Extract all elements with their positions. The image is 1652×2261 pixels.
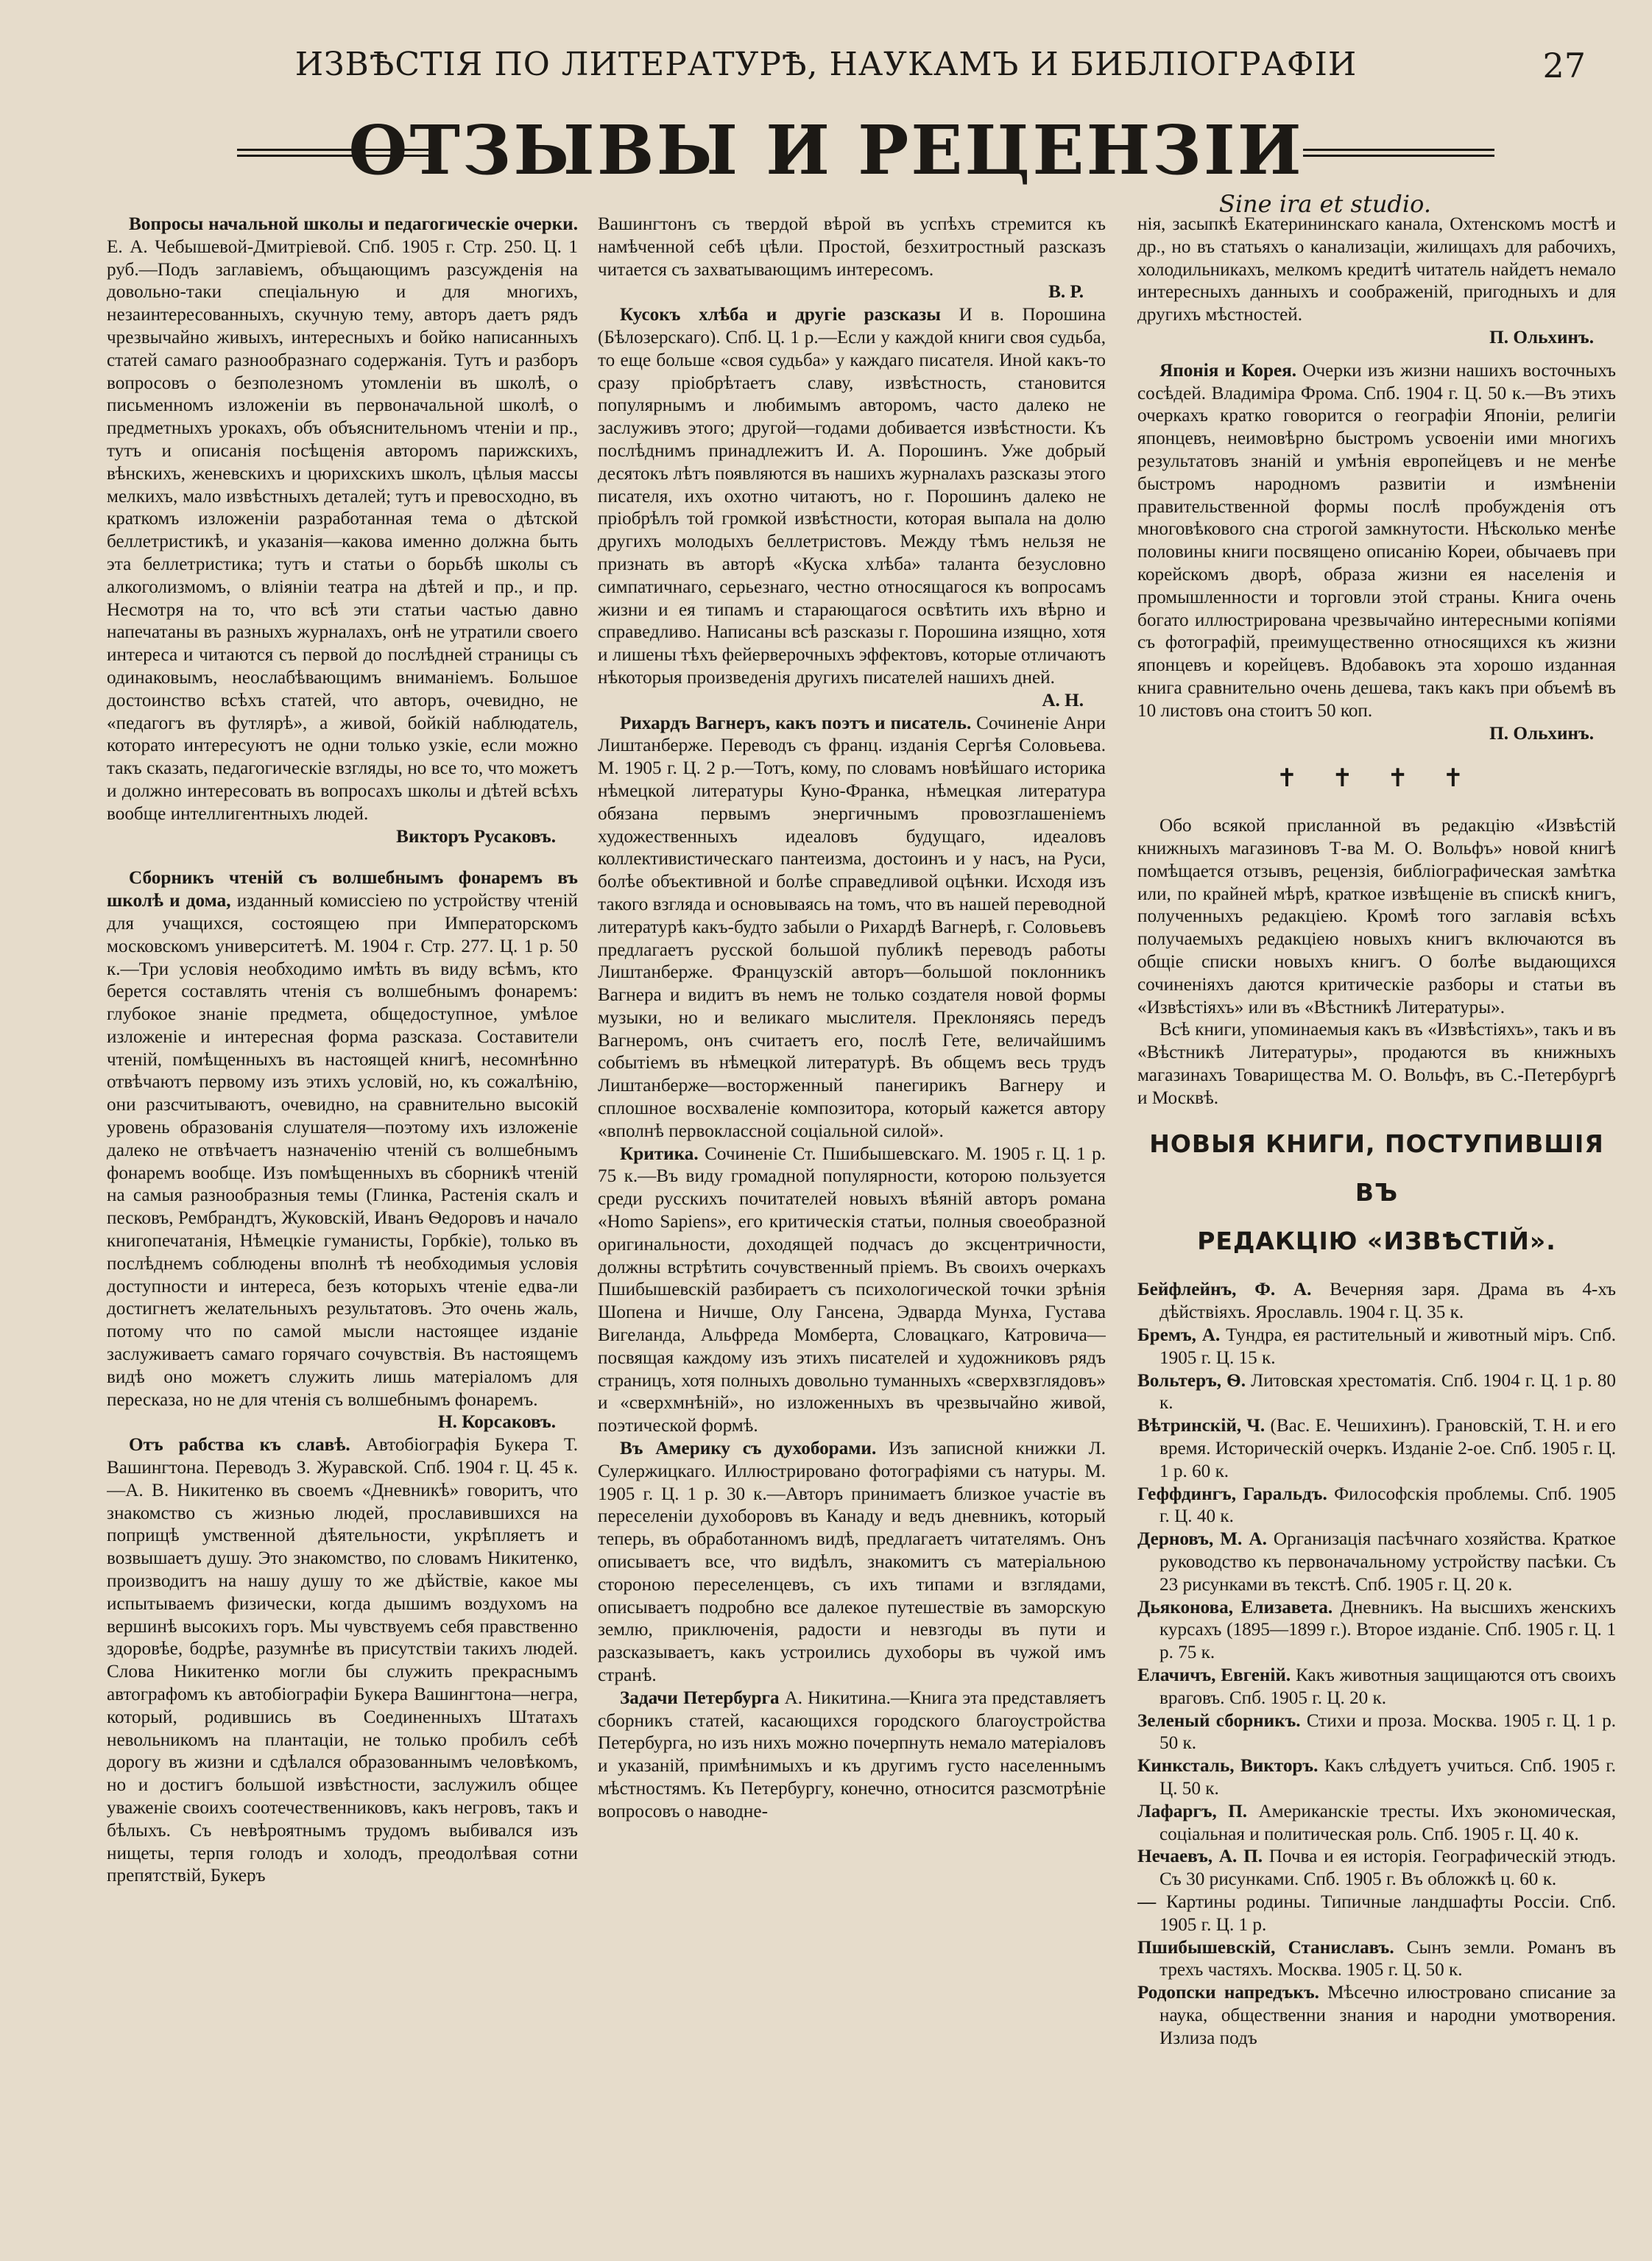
review-lead: Японія и Корея. [1159,360,1297,381]
book-details: Организація пасѣчнаго хозяйства. Краткое руководство къ первоначальному устройству пасѣки. Съ 23 рисунками въ текстѣ. Спб. 1905 г. Ц. 20 к. [1159,1529,1616,1595]
review-signature: П. Ольхинъ. [1489,723,1594,744]
editorial-notice [1137,815,1616,1110]
review-entry [598,713,1106,1143]
book-entry [1137,1755,1616,1801]
review-text: Изъ записной книжки Л. Сулержицкаго. Иллюстрировано фотографіями съ натуры. М. 1905 г. Ц. 1 р. 30 к.—Авторъ принимаетъ близкое участіе въ переселеніи духоборовъ въ Канаду и ведъ дневникъ, который теперь, въ обработанномъ видѣ, предлагаетъ читателямъ. Онъ описываетъ все, что видѣлъ, знакомитъ съ матеріальною стороною переселенцевъ, съ ихъ типами и взглядами, описываетъ подробно все далекое путешествіе въ заморскую землю, приключенія, радости и невзгоды въ пути и разсказываетъ, какъ устроились духоборы въ чужой имъ странѣ. [598,1439,1106,1685]
review-text: нія, засыпкѣ Екатерининскаго канала, Охтенскомъ мостѣ и др., но въ статьяхъ о канализаціи, жилищахъ для рабочихъ, холодильникахъ, мелкомъ кредитѣ читатель найдетъ немало интересныхъ данныхъ и соображеній, пригодныхъ и для другихъ мѣстностей. [1137,214,1616,325]
book-entry [1137,1710,1616,1756]
review-text: изданный комиссіею по устройству чтеній для учащихся, состоящею при Императорскомъ московскомъ университетѣ. М. 1904 г. Стр. 277. Ц. 1 р. 50 к.—Три условія необходимо имѣть въ виду всѣмъ, кто берется составлять чтенія съ волшебнымъ фонаремъ: глубокое знаніе предмета, общедоступное, умѣлое изложеніе и интересная форма разсказа. Составители чтеній, помѣщенныхъ въ настоящей книгѣ, несомнѣнно отвѣчаютъ первому изъ этихъ условій, но, къ сожалѣнію, они разсчитываютъ, очевидно, на сравнительно высокій уровень образованія слушателя—поэтому ихъ изложеніе далеко не отвѣчаетъ назначенію чтеній съ волшебнымъ фонаремъ вообще. Изъ помѣщенныхъ въ сборникѣ чтеній на самыя разнообразныя темы (Глинка, Растенія скалъ и песковъ, Рембрандтъ, Жуковскій, Иванъ Ѳедоровъ и начало книгопечатанія, Нѣмецкіе гуманисты, Горбкіе), только въ послѣднемъ соблюдены вполнѣ тѣ необходимыя условія доступности и интереса, безъ которыхъ чтеніе едва-ли достигнетъ желательныхъ результатовъ. Это очень жаль, потому что по самой мысли настоящее изданіе заслуживаетъ самаго горячаго сочувствія. Въ настоящемъ видѣ оно можетъ служить лишь матеріаломъ для пересказа, но не для чтенія съ волшебнымъ фонаремъ. [107,891,578,1410]
book-details: Почва и ея исторія. Географическій этюдъ. Съ 30 рисунками. Спб. 1905 г. Въ обложкѣ ц. 60 к. [1159,1846,1616,1890]
book-author: Нечаевъ, А. П. [1137,1846,1263,1867]
review-text: Сочиненіе Анри Лиштанберже. Переводъ съ франц. изданія Сергѣя Соловьева. М. 1905 г. Ц. 2 р.—Тотъ, кому, по словамъ новѣйшаго историка нѣмецкой литературы Куно-Франка, нѣмецкая литература обязана первымъ энергичнымъ провозглашеніемъ художественныхъ идеаловъ будущаго, идеаловъ коллективистическаго пантеизма, достоинъ и у насъ, на Руси, болѣе объективной и болѣе справедливой оцѣнки. Исходя изъ такого взгляда и основываясь на томъ, что въ нашей переводной литературѣ какъ-будто забыли о Рихардѣ Вагнерѣ, г. Соловьевъ предлагаетъ русской большой публикѣ переводъ работы Лиштанберже. Французскій авторъ—большой поклонникъ Вагнера и видитъ въ немъ не только создателя новой формы музыки, но и великаго мыслителя. Преклоняясь передъ Вагнеромъ, онъ считаетъ его, послѣ Гете, величайшимъ событіемъ въ нѣмецкой литературѣ. Въ общемъ весь трудъ Лиштанберже—восторженный панегирикъ Вагнеру и сплошное восхваленіе композитора, который кажется автору «вполнѣ первоклассной соціальной силой». [598,713,1106,1141]
book-entry [1137,1937,1616,1983]
review-text: Сочиненіе Ст. Пшибышевскаго. М. 1905 г. Ц. 1 р. 75 к.—Въ виду громадной популярности, которою пользуется среди русскихъ почитателей новыхъ вѣяній авторъ романа «Homo Sapiens», его критическія статьи, полныя своеобразной оригинальности, доходящей подчасъ до эксцентричности, должны встрѣтить сочувственный пріемъ. Въ своихъ очеркахъ Пшибышевскій разбираетъ съ психологической точки зрѣнія Шопена и Ничше, Олу Гансена, Эдварда Мунха, Густава Вигеланда, Альфреда Момберта, Словацкаго, Катровича—посвящая каждому изъ этихъ писателей и художниковъ рядъ страницъ, хотя полныхъ довольно туманныхъ «сверхвзглядовъ» и «сверхмнѣній», но изложенныхъ въ чрезвычайно живой, поэтической формѣ. [598,1143,1106,1436]
section-title-row [0,110,1652,199]
new-books-heading [1137,1120,1616,1266]
book-entry [1137,1279,1616,1324]
book-details: Дневникъ. На высшихъ женскихъ курсахъ (1895—1899 г.). Второе изданіе. Спб. 1905 г. Ц. 1 р. 75 к. [1159,1597,1616,1663]
review-lead: Задачи Петербурга [620,1687,780,1708]
book-details: Философскія проблемы. Спб. 1905 г. Ц. 40 к. [1159,1484,1616,1527]
book-author: Вѣтринскій, Ч. [1137,1416,1266,1436]
book-entry [1137,1415,1616,1483]
review-signature: П. Ольхинъ. [1489,327,1594,348]
book-author: Дьяконова, Елизавета. [1137,1597,1333,1618]
review-lead: Сборникъ чтеній съ волшебнымъ фонаремъ въ школѣ и дома, [107,868,578,911]
book-details: Сынъ земли. Романъ въ трехъ частяхъ. Москва. 1905 г. Ц. 50 к. [1159,1937,1616,1980]
review-text: И в. Порошина (Бѣлозерскаго). Спб. Ц. 1 р.—Если у каждой книги своя судьба, то еще больше «своя судьба» у каждаго писателя. Иной какъ-то сразу пріобрѣтаетъ славу, извѣстность, становится популярнымъ и любимымъ авторомъ, часто далеко не заслуживъ этого; другой—годами добивается извѣстности. Къ послѣднимъ принадлежитъ И. А. Порошинъ. Уже добрый десятокъ лѣтъ появляются въ нашихъ журналахъ разсказы этого писателя, ихъ охотно читаютъ, но г. Порошинъ далеко не пріобрѣлъ той громкой извѣстности, которая выпала на долю другихъ молодыхъ беллетристовъ. Между тѣмъ нельзя не признать въ авторѣ «Куска хлѣба» таланта безусловно симпатичнаго, серьезнаго, честно относящагося къ вопросамъ жизни и ея типамъ и старающагося освѣтить ихъ вѣрно и справедливо. Написаны всѣ разсказы г. Порошина изящно, хотя и лишены тѣхъ фейерверочныхъ эффектовъ, которые отличаютъ нѣкоторыя произведенія другихъ писателей нашихъ дней. [598,305,1106,688]
book-author: Вольтеръ, Ѳ. [1137,1370,1246,1391]
book-entry [1137,1484,1616,1529]
review-lead: Отъ рабства къ славѣ. [129,1435,350,1456]
book-entry [1137,1846,1616,1891]
review-signature: А. Н. [1042,690,1084,710]
review-entry [107,214,578,848]
review-lead: Кусокъ хлѣба и другіе разсказы [620,305,941,325]
column-1 [107,214,578,2246]
book-details: Тундра, ея растительный и животный міръ. Спб. 1905 г. Ц. 15 к. [1159,1325,1616,1368]
column-3 [1137,214,1616,2246]
book-details: Картины родины. Типичные ландшафты Россіи. Спб. 1905 г. Ц. 1 р. [1156,1892,1616,1935]
book-entry [1137,1597,1616,1665]
review-entry [107,867,578,1434]
review-entry [1137,214,1616,350]
book-author: Бейфлейнъ, Ф. А. [1137,1280,1312,1300]
review-entry [598,1438,1106,1687]
book-author: Геффдингъ, Гаральдъ. [1137,1484,1327,1504]
review-entry [1137,360,1616,746]
review-lead: Въ Америку съ духоборами. [620,1439,877,1459]
page-number: 27 [1542,46,1586,85]
review-text: А. Никитина.—Книга эта представляетъ сборникъ статей, касающихся городского благоустройства Петербурга, но изъ нихъ можно почерпнуть немало матеріаловъ и указаній, примѣнимыхъ и къ другимъ густо населеннымъ мѣстностямъ. Къ Петербургу, конечно, относится разсмотрѣніе вопросовъ о наводне- [598,1687,1106,1821]
new-books-heading-line: НОВЫЯ КНИГИ, ПОСТУПИВШІЯ ВЪ [1149,1129,1604,1207]
book-author: Елачичъ, Евгеній. [1137,1665,1291,1686]
review-entry [598,304,1106,712]
review-lead: Критика. [620,1143,699,1164]
running-header: ИЗВѢСТІЯ ПО ЛИТЕРАТУРѢ, НАУКАМЪ И БИБЛІОГРАФІИ [294,46,1358,83]
notice-paragraph: Обо всякой присланной въ редакцію «Извѣстій книжныхъ магазиновъ Т-ва М. О. Вольфъ» новой книгѣ помѣщается отзывъ, рецензія, библіографическая замѣтка или, по крайней мѣрѣ, краткое извѣщеніе въ спискѣ книгъ, полученныхъ редакціею. Кромѣ того заглавія всѣхъ получаемыхъ редакціею новыхъ книгъ включаются въ общіе списки новыхъ книгъ. О болѣе выдающихся сочиненіяхъ даются критическіе разборы и статьи въ «Извѣстіяхъ» или въ «Вѣстникѣ Литературы». [1137,816,1616,1017]
book-details: Стихи и проза. Москва. 1905 г. Ц. 1 р. 50 к. [1159,1710,1616,1754]
review-entry [598,214,1106,304]
review-entry [598,1143,1106,1438]
book-entry [1137,1665,1616,1710]
book-entry [1137,1801,1616,1846]
book-author: Пшибышевскій, Станиславъ. [1137,1937,1394,1958]
book-details: Вечерняя заря. Драма въ 4-хъ дѣйствіяхъ. Ярославль. 1904 г. Ц. 35 к. [1159,1280,1616,1323]
new-books-heading-line: РЕДАКЦІЮ «ИЗВѢСТІЙ». [1197,1227,1556,1256]
review-entry [598,1687,1106,1824]
title-rule-right [1303,149,1494,157]
book-details: Какъ слѣдуетъ учиться. Спб. 1905 г. Ц. 50 к. [1159,1756,1616,1799]
cross-ornament: ✝ ✝ ✝ ✝ [1276,763,1478,794]
review-text: Е. А. Чебышевой-Дмитріевой. Спб. 1905 г. Стр. 250. Ц. 1 руб.—Подъ заглавіемъ, объщающимъ разсужденія на довольно-таки спеціальную и для многихъ, незаинтересованныхъ, скучную тему, авторъ даетъ рядъ чрезвычайно живыхъ, интересныхъ и бойко написанныхъ статей самаго разнообразнаго содержанія. Тутъ и разборъ вопросовъ о безполезномъ утомленіи въ школѣ, о письменномъ изложеніи въ первоначальной школѣ, о предметныхъ урокахъ, объ объяснительномъ чтеніи и пр., тутъ и описанія посѣщенія авторомъ парижскихъ, вѣнскихъ, женевскихъ и цюрихскихъ школъ, цѣлыя массы мелкихъ, мало извѣстныхъ деталей; тутъ и превосходно, въ краткомъ изложеніи разработанная тема о дѣтской беллетристикѣ, и указанія—какова именно должна быть эта беллетристика; тутъ и статьи о борьбѣ школы съ алкоголизмомъ, о вліяніи театра на дѣтей и пр., и пр. Несмотря на то, что всѣ эти статьи частью давно напечатаны въ разныхъ журналахъ, онѣ не утратили своего интереса и читаются съ первой до послѣдней страницы съ одинаковымъ, неослабѣвающимъ вниманіемъ. Большое достоинство всѣхъ статей, что авторъ, очевидно, не «педагогъ въ футлярѣ», а живой, бойкій наблюдатель, которато интересуютъ не одни только узкіе, если можно такъ сказать, педагогическіе взгляды, но все то, что можетъ и должно интересовать въ вопросахъ школы и дѣтей всѣхъ вообще интеллигентныхъ людей. [107,236,578,824]
book-entry [1137,1982,1616,2050]
new-books-list [1137,1279,1616,2050]
section-title: ОТЗЫВЫ И РЕЦЕНЗІИ [348,110,1304,190]
book-details: Какъ животныя защищаются отъ своихъ враговъ. Спб. 1905 г. Ц. 20 к. [1159,1665,1616,1708]
notice-paragraph: Всѣ книги, упоминаемыя какъ въ «Извѣстіяхъ», такъ и въ «Вѣстникѣ Литературы», продаются въ книжныхъ магазинахъ Товарищества М. О. Вольфъ, въ С.-Петербургѣ и Москвѣ. [1137,1020,1616,1108]
book-author: Дерновъ, М. А. [1137,1529,1267,1550]
review-lead: Рихардъ Вагнеръ, какъ поэтъ и писатель. [620,713,972,733]
book-entry [1137,1891,1616,1937]
review-signature: Викторъ Русаковъ. [396,826,556,847]
book-author: Зеленый сборникъ. [1137,1710,1301,1731]
review-signature: Н. Корсаковъ. [438,1412,556,1433]
review-text: Очерки изъ жизни нашихъ восточныхъ сосѣдей. Владиміра Фрома. Спб. 1904 г. Ц. 50 к.—Въ этихъ очеркахъ кратко говорится о географіи Японіи, религіи японцевъ, неимовѣрно быстромъ усвоеніи ими многихъ результатовъ знаній и умѣнія европейцевъ и не менѣе быстромъ народномъ развитіи и измѣненіи правительственной формы послѣ пробужденія отъ многовѣкового сна строгой замкнутости. Нѣсколько менѣе половины книги посвящено описанію Кореи, обычаевъ при корейскомъ дворѣ, образа жизни ея населенія и промышленности и торговли этой страны. Книга очень богато иллюстрирована чрезвычайно интересными копіями съ фотографій, преимущественно относящихся къ жизни японцевъ и корейцевъ. Вдобавокъ эта хорошо изданная книга сравнительно очень дешева, такъ какъ при объемѣ въ 10 листовъ она стоитъ 50 коп. [1137,360,1616,721]
book-author: Кинксталь, Викторъ. [1137,1756,1319,1777]
motto: Sine ira et studio. [1218,190,1431,218]
book-entry [1137,1370,1616,1416]
book-details: Американскіе тресты. Ихъ экономическая, соціальная и политическая роль. Спб. 1905 г. Ц. 40 к. [1159,1801,1616,1844]
book-author: Бремъ, А. [1137,1325,1221,1346]
book-author: Родопски напредъкъ. [1137,1983,1319,2003]
book-details: Мѣсечно илюстровано списание за наука, общественни знания и народни умотворения. Излиза подъ [1159,1983,1616,2048]
book-author: — [1137,1892,1157,1912]
review-signature: В. Р. [1048,282,1084,303]
book-entry [1137,1324,1616,1370]
column-2 [598,214,1106,2246]
review-text: Автобіографія Букера Т. Вашингтона. Переводъ З. Журавской. Спб. 1904 г. Ц. 45 к.—А. В. Никитенко въ своемъ «Дневникѣ» говоритъ, что знакомство съ жизнью людей, прославившихся на поприщѣ умственной дѣятельности, укрѣпляетъ и возвышаетъ душу. Это знакомство, по словамъ Никитенко, производитъ на нашу душу то же дѣйствіе, какое мы испытываемъ физически, когда дышимъ воздухомъ на вершинѣ высокихъ горъ. Мы чувствуемъ себя правственно здоровѣе, бодрѣе, разумнѣе въ присутствіи такихъ людей. Слова Никитенко могли бы служить прекраснымъ автографомъ къ автобіографіи Букера Вашингтона—негра, который, родившись въ Соединенныхъ Штатахъ невольникомъ на плантаціи, не только пробилъ себѣ дорогу въ жизни и сдѣлался образованнымъ человѣкомъ, но и достигъ большой извѣстности, заслужилъ общее уваженіе своихъ соотечественниковъ, какъ негровъ, такъ и бѣлыхъ. Съ невѣроятнымъ трудомъ выбивался изъ нищеты, терпя голодъ и холодъ, преодолѣвая сотни препятствій, Букеръ [107,1435,578,1886]
review-text: Вашингтонъ съ твердой вѣрой въ успѣхъ стремится къ намѣченной себѣ цѣли. Простой, безхитростный разсказъ читается съ захватывающимъ интересомъ. [598,214,1106,280]
review-entry [107,1434,578,1888]
book-details: (Вас. Е. Чешихинъ). Грановскій, Т. Н. и его время. Историческій очеркъ. Изданіе 2-ое. Спб. 1905 г. Ц. 1 р. 60 к. [1159,1416,1616,1481]
book-entry [1137,1528,1616,1596]
review-lead: Вопросы начальной школы и педагогическіе очерки. [129,214,578,234]
book-details: Литовская хрестоматія. Спб. 1904 г. Ц. 1 р. 80 к. [1159,1370,1616,1414]
book-author: Лафаргъ, П. [1137,1801,1248,1821]
